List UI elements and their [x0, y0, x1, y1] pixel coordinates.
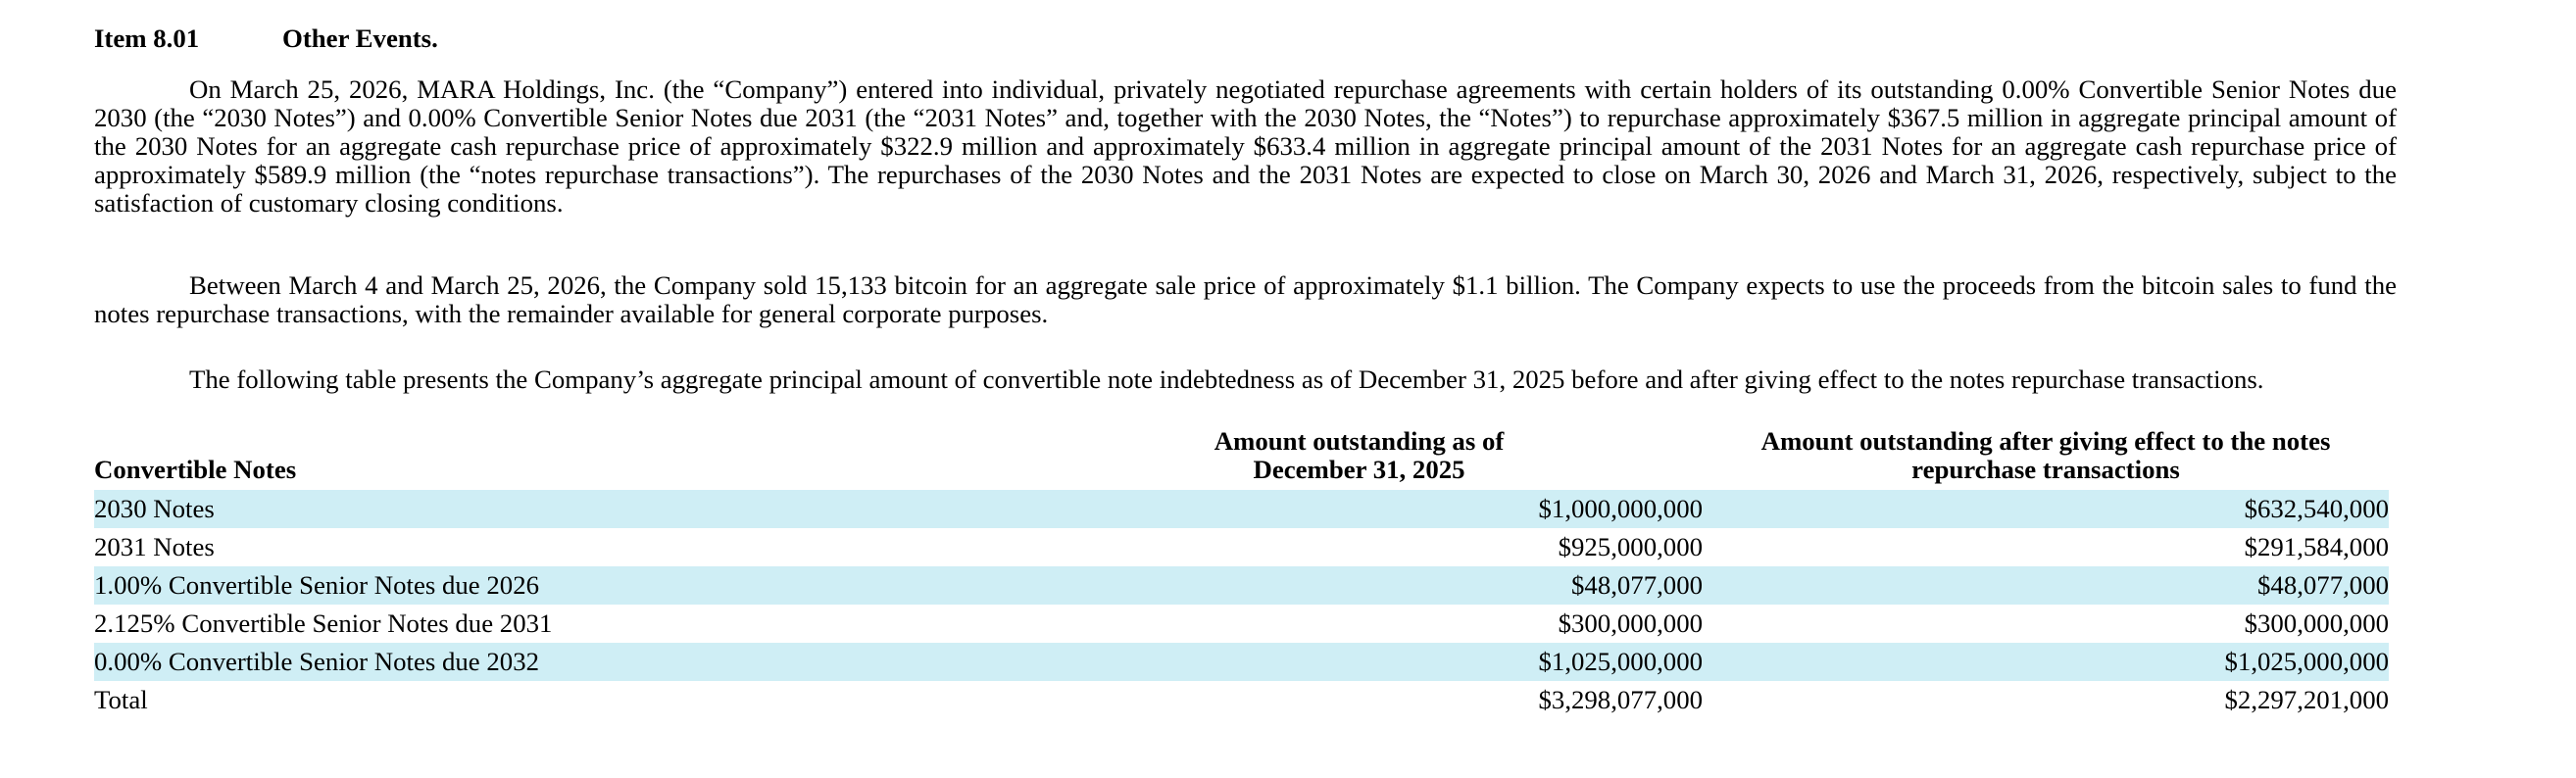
filing-document — [94, 24, 2397, 719]
column-header-amount-after — [1703, 427, 2389, 490]
item-title: Other Events. — [282, 24, 438, 53]
amount-after: $632,540,000 — [2244, 494, 2389, 523]
amount-before: $1,025,000,000 — [1538, 647, 1703, 676]
column-header-amount-before — [1016, 427, 1703, 490]
item-number: Item 8.01 — [94, 24, 200, 53]
header-line: Amount outstanding as of — [1214, 426, 1505, 456]
amount-after: $2,297,201,000 — [2224, 685, 2389, 714]
header-line: repurchase transactions — [1911, 455, 2180, 484]
paragraph-repurchase-agreements: On March 25, 2026, MARA Holdings, Inc. (the “Company”) entered into individual, privately negotiated repurchase agreements with certain holders of its outstanding 0.00% Convertible Senior Notes due 2030 (the “2030 Notes”) and 0.00% Convertible Senior Notes due 2031 (the “2031 Notes” and, together with the 2030 Notes, the “Notes”) to repurchase approximately $367.5 million in aggregate principal amount of the 2030 Notes for an aggregate cash repurchase price of approximately $322.9 million and approximately $633.4 million in aggregate principal amount of the 2031 Notes for an aggregate cash repurchase price of approximately $589.9 million (the “notes repurchase transactions”). The repurchases of the 2030 Notes and the 2031 Notes are expected to close on March 30, 2026 and March 31, 2026, respectively, subject to the satisfaction of customary closing conditions. — [94, 74, 2397, 218]
table-row — [94, 566, 2389, 605]
note-label: 2030 Notes — [94, 494, 215, 523]
table-header-row — [94, 427, 2389, 490]
table-row-total — [94, 681, 2389, 719]
amount-before: $48,077,000 — [1571, 570, 1703, 600]
amount-before: $925,000,000 — [1558, 532, 1703, 561]
convertible-notes-table — [94, 427, 2389, 719]
note-label: 1.00% Convertible Senior Notes due 2026 — [94, 570, 539, 600]
item-heading — [94, 24, 2397, 53]
header-line: December 31, 2025 — [1253, 455, 1465, 484]
amount-before: $300,000,000 — [1558, 608, 1703, 638]
note-label: 2031 Notes — [94, 532, 215, 561]
table-row — [94, 490, 2389, 528]
note-label: 0.00% Convertible Senior Notes due 2032 — [94, 647, 539, 676]
amount-after: $291,584,000 — [2244, 532, 2389, 561]
table-row — [94, 528, 2389, 566]
paragraph-table-intro: The following table presents the Company’s aggregate principal amount of convertible note indebtedness as of December 31, 2025 before and after giving effect to the notes repurchase transactions. — [189, 365, 2264, 394]
amount-before: $3,298,077,000 — [1538, 685, 1703, 714]
note-label: 2.125% Convertible Senior Notes due 2031 — [94, 608, 553, 638]
amount-after: $48,077,000 — [2257, 570, 2389, 600]
amount-after: $1,025,000,000 — [2224, 647, 2389, 676]
table-row — [94, 605, 2389, 643]
table-row — [94, 643, 2389, 681]
column-header-convertible-notes: Convertible Notes — [94, 455, 297, 484]
amount-after: $300,000,000 — [2244, 608, 2389, 638]
paragraph-bitcoin-sales: Between March 4 and March 25, 2026, the Company sold 15,133 bitcoin for an aggregate sale price of approximately $1.1 billion. The Company expects to use the proceeds from the bitcoin sales to fund the notes repurchase transactions, with the remainder available for general corporate purposes. — [94, 270, 2397, 328]
header-line: Amount outstanding after giving effect to the notes — [1760, 426, 2331, 456]
note-label: Total — [94, 685, 148, 714]
amount-before: $1,000,000,000 — [1538, 494, 1703, 523]
